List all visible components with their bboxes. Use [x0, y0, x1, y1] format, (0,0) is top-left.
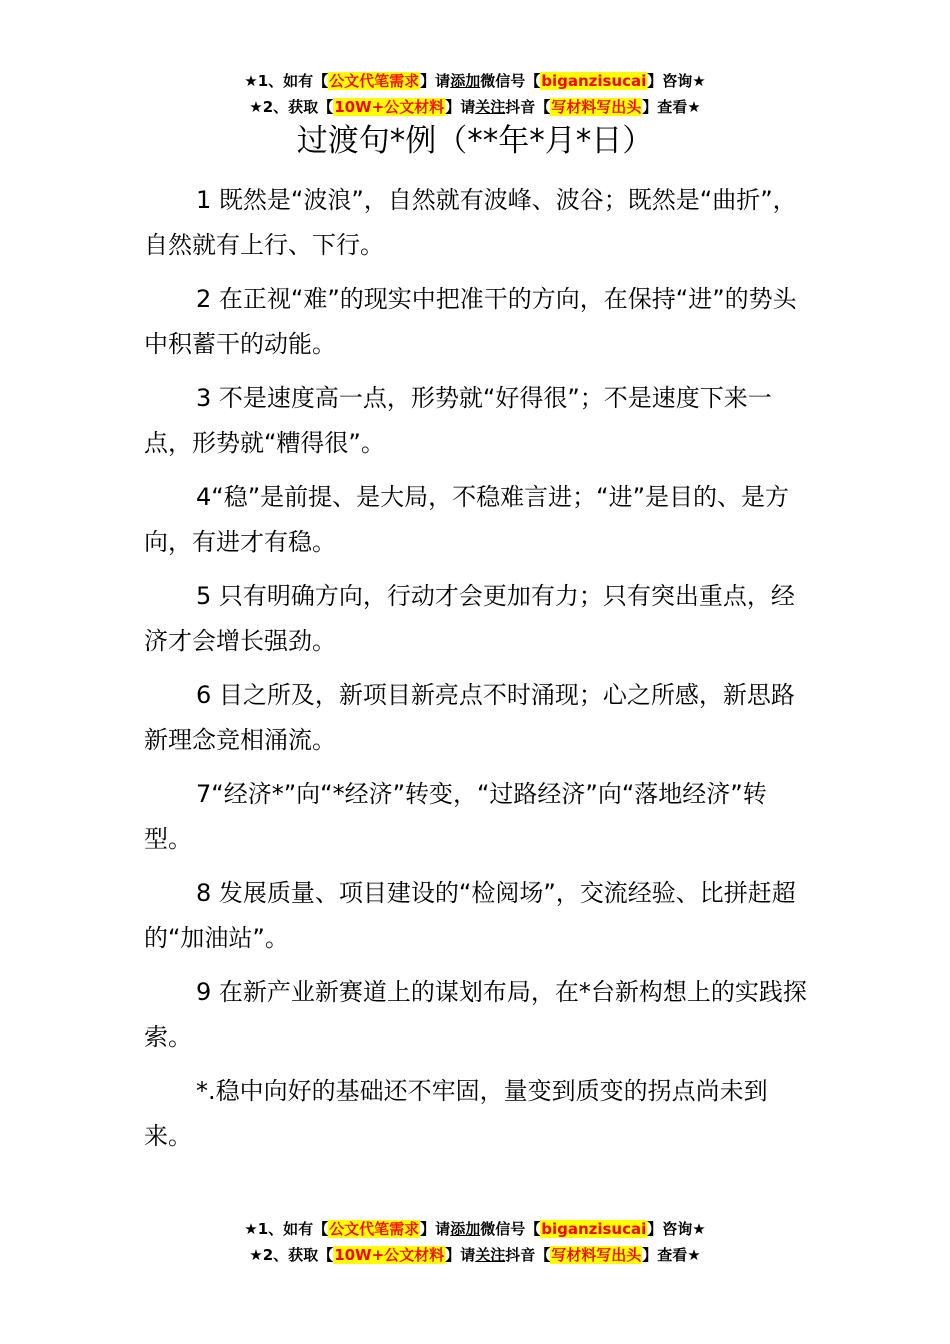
paragraph-5: 5 只有明确方向，行动才会更加有力；只有突出重点，经济才会增长强劲。 [144, 582, 795, 655]
promo-line-2: ★2、获取【10W+公文材料】请关注抖音【写材料写出头】查看★ [249, 98, 701, 116]
paragraph-1: 1 既然是“波浪”，自然就有波峰、波谷；既然是“曲折”，自然就有上行、下行。 [144, 186, 797, 259]
highlight-service: 公文代笔需求 [329, 72, 420, 90]
highlight-douyin-account: 写材料写出头 [551, 98, 642, 116]
underlined-follow: 关注 [475, 1246, 506, 1264]
highlight-service: 公文代笔需求 [329, 1220, 420, 1238]
paragraph-4: 4“稳”是前提、是大局，不稳难言进；“进”是目的、是方向，有进才有稳。 [144, 483, 790, 556]
paragraph-7: 7“经济*”向“*经济”转变，“过路经济”向“落地经济”转型。 [144, 780, 767, 853]
paragraph-9: 9 在新产业新赛道上的谋划布局，在*台新构想上的实践探索。 [144, 978, 807, 1051]
document-body [144, 178, 814, 1168]
highlight-materials: 10W+公文材料 [334, 1246, 445, 1264]
paragraph-6: 6 目之所及，新项目新亮点不时涌现；心之所感，新思路新理念竞相涌流。 [144, 681, 795, 754]
header-promo [0, 68, 950, 120]
underlined-add: 添加 [450, 72, 481, 90]
document-title: 过渡句*例（**年*月*日） [296, 123, 654, 159]
paragraph-8: 8 发展质量、项目建设的“检阅场”，交流经验、比拼赶超的“加油站”。 [144, 879, 796, 952]
promo-line-1: ★1、如有【公文代笔需求】请添加微信号【biganzisucai】咨询★ [244, 72, 706, 90]
paragraph-3: 3 不是速度高一点，形势就“好得很”；不是速度下来一点，形势就“糟得很”。 [144, 384, 772, 457]
footer-promo [0, 1216, 950, 1268]
promo-line-2: ★2、获取【10W+公文材料】请关注抖音【写材料写出头】查看★ [249, 1246, 701, 1264]
highlight-wechat-id: biganzisucai [541, 1220, 647, 1238]
underlined-follow: 关注 [475, 98, 506, 116]
highlight-douyin-account: 写材料写出头 [551, 1246, 642, 1264]
promo-line-1: ★1、如有【公文代笔需求】请添加微信号【biganzisucai】咨询★ [244, 1220, 706, 1238]
paragraph-10: *.稳中向好的基础还不牢固，量变到质变的拐点尚未到来。 [144, 1077, 768, 1150]
paragraph-2: 2 在正视“难”的现实中把准干的方向，在保持“进”的势头中积蓄干的动能。 [144, 285, 797, 358]
highlight-wechat-id: biganzisucai [541, 72, 647, 90]
underlined-add: 添加 [450, 1220, 481, 1238]
highlight-materials: 10W+公文材料 [334, 98, 445, 116]
